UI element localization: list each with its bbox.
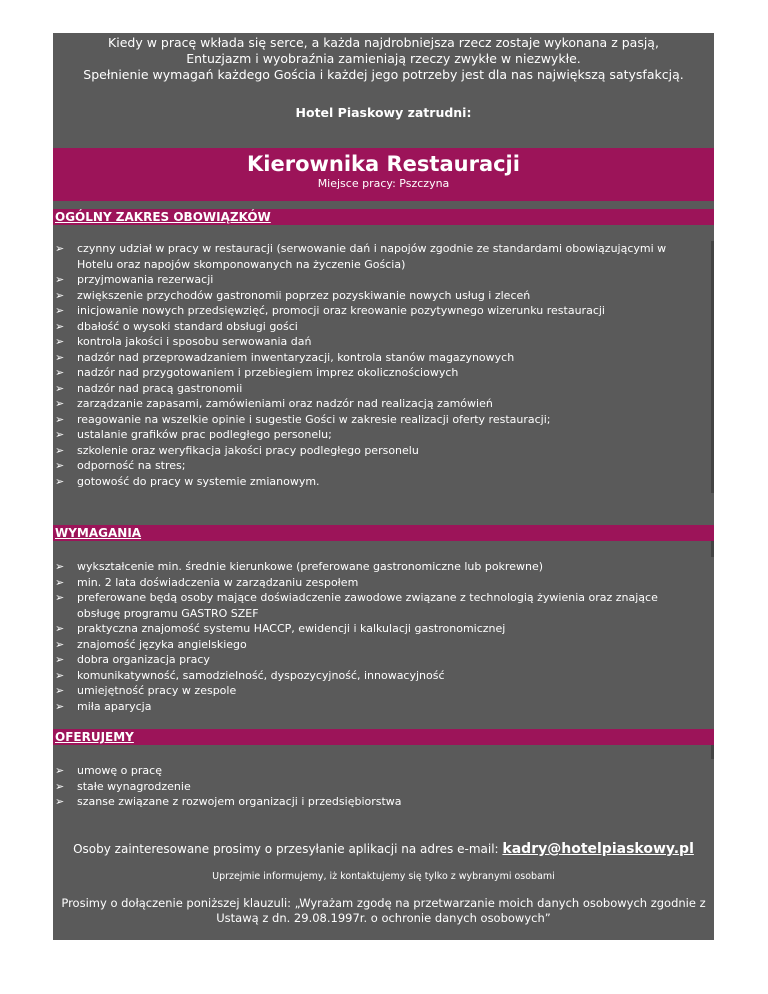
work-place: Miejsce pracy: Pszczyna <box>317 177 450 190</box>
clause-line-1: Prosimy o dołączenie poniższej klauzuli: „Wyrażam zgodę na przetwarzanie moich danych osobowych zgodnie z <box>61 896 706 910</box>
contact-line <box>53 841 714 857</box>
arrowhead-bullet-icon: ➢ <box>55 304 65 317</box>
offer-item-text: stałe wynagrodzenie <box>77 779 191 793</box>
arrowhead-bullet-icon: ➢ <box>55 560 65 573</box>
arrowhead-bullet-icon: ➢ <box>55 366 65 379</box>
arrowhead-bullet-icon: ➢ <box>55 653 65 666</box>
arrowhead-bullet-icon: ➢ <box>55 459 65 472</box>
duty-item-text: przyjmowania rezerwacji <box>77 273 214 286</box>
offer-item <box>53 779 693 795</box>
requirement-item-text: wykształcenie min. średnie kierunkowe (preferowane gastronomiczne lub pokrewne) <box>77 560 544 573</box>
requirement-item <box>53 652 693 668</box>
requirements-list <box>53 559 693 714</box>
requirement-item-text: preferowane będą osoby mające doświadczenie zawodowe związane z technologią żywienia oraz znające obsługę programu GASTRO SZEF <box>77 591 658 620</box>
arrowhead-bullet-icon: ➢ <box>55 779 65 793</box>
duty-item-text: reagowanie na wszelkie opinie i sugestie Gości w zakresie realizacji oferty restauracji; <box>77 412 551 426</box>
arrowhead-bullet-icon: ➢ <box>55 273 65 286</box>
arrowhead-bullet-icon: ➢ <box>55 575 65 589</box>
duty-item <box>53 412 693 428</box>
divider <box>711 745 714 759</box>
arrowhead-bullet-icon: ➢ <box>55 764 65 777</box>
divider <box>711 541 714 557</box>
arrowhead-bullet-icon: ➢ <box>55 622 65 635</box>
offer-item-text: szanse związane z rozwojem organizacji i przedsiębiorstwa <box>77 795 402 808</box>
arrowhead-bullet-icon: ➢ <box>55 397 65 410</box>
requirement-item-text: min. 2 lata doświadczenia w zarządzaniu zespołem <box>77 575 359 589</box>
position-banner <box>53 148 714 201</box>
offer-item <box>53 763 693 779</box>
requirement-item-text: dobra organizacja pracy <box>77 653 210 666</box>
arrowhead-bullet-icon: ➢ <box>55 288 65 302</box>
duty-item <box>53 474 693 490</box>
duty-item <box>53 288 693 304</box>
requirements-header-bar <box>53 525 714 541</box>
duty-item-text: nadzór nad przygotowaniem i przebiegiem imprez okolicznościowych <box>77 366 459 379</box>
arrowhead-bullet-icon: ➢ <box>55 335 65 348</box>
requirement-item <box>53 621 693 637</box>
duty-item-text: dbałość o wysoki standard obsługi gości <box>77 319 298 333</box>
arrowhead-bullet-icon: ➢ <box>55 381 65 395</box>
duty-item-text: inicjowanie nowych przedsięwzięć, promocji oraz kreowanie pozytywnego wizerunku restauracji <box>77 304 605 317</box>
requirement-item <box>53 683 693 699</box>
duty-item-text: gotowość do pracy w systemie zmianowym. <box>77 474 320 488</box>
offer-item <box>53 794 693 810</box>
arrowhead-bullet-icon: ➢ <box>55 428 65 441</box>
arrowhead-bullet-icon: ➢ <box>55 319 65 333</box>
duty-item-text: nadzór nad pracą gastronomii <box>77 381 243 395</box>
duty-item <box>53 334 693 350</box>
arrowhead-bullet-icon: ➢ <box>55 350 65 364</box>
intro-text <box>53 33 714 83</box>
requirement-item-text: praktyczna znajomość systemu HACCP, ewidencji i kalkulacji gastronomicznej <box>77 622 506 635</box>
arrowhead-bullet-icon: ➢ <box>55 684 65 697</box>
duty-item-text: zarządzanie zapasami, zamówieniami oraz nadzór nad realizacją zamówień <box>77 397 493 410</box>
requirement-item-text: znajomość języka angielskiego <box>77 637 247 651</box>
requirement-item-text: umiejętność pracy w zespole <box>77 684 237 697</box>
duty-item-text: kontrola jakości i sposobu serwowania dań <box>77 335 312 348</box>
duty-item <box>53 303 693 319</box>
duty-item <box>53 443 693 459</box>
hiring-line: Hotel Piaskowy zatrudni: <box>295 105 472 120</box>
arrowhead-bullet-icon: ➢ <box>55 699 65 713</box>
duty-item <box>53 365 693 381</box>
duty-item <box>53 241 693 272</box>
duty-item-text: ustalanie grafików prac podległego personelu; <box>77 428 332 441</box>
requirement-item <box>53 575 693 591</box>
intro-line-2: Entuzjazm i wyobraźnia zamieniają rzeczy zwykłe w niezwykłe. <box>186 51 581 66</box>
offer-item-text: umowę o pracę <box>77 764 162 777</box>
duties-header-bar <box>53 209 714 225</box>
duty-item-text: odporność na stres; <box>77 459 186 472</box>
arrowhead-bullet-icon: ➢ <box>55 668 65 682</box>
duty-item-text: zwiększenie przychodów gastronomii poprzez pozyskiwanie nowych usług i zleceń <box>77 288 531 302</box>
duty-item-text: szkolenie oraz weryfikacja jakości pracy podległego personelu <box>77 443 419 457</box>
requirement-item <box>53 668 693 684</box>
duty-item <box>53 319 693 335</box>
requirement-item <box>53 699 693 715</box>
duties-heading: OGÓLNY ZAKRES OBOWIĄZKÓW <box>55 210 271 224</box>
job-offer-panel <box>53 33 714 940</box>
duty-item <box>53 350 693 366</box>
duties-list <box>53 241 693 489</box>
privacy-clause <box>53 896 714 926</box>
contact-note: Uprzejmie informujemy, iż kontaktujemy się tylko z wybranymi osobami <box>212 871 555 882</box>
arrowhead-bullet-icon: ➢ <box>55 443 65 457</box>
duty-item <box>53 427 693 443</box>
arrowhead-bullet-icon: ➢ <box>55 795 65 808</box>
duty-item <box>53 381 693 397</box>
duty-item-text: nadzór nad przeprowadzaniem inwentaryzacji, kontrola stanów magazynowych <box>77 350 515 364</box>
email-link[interactable]: kadry@hotelpiaskowy.pl <box>502 841 694 857</box>
requirement-item-text: miła aparycja <box>77 699 152 713</box>
arrowhead-bullet-icon: ➢ <box>55 474 65 488</box>
requirements-heading: WYMAGANIA <box>55 526 142 540</box>
offer-heading: OFERUJEMY <box>55 730 134 744</box>
position-title: Kierownika Restauracji <box>247 152 520 176</box>
offer-header-bar <box>53 729 714 745</box>
duty-item <box>53 272 693 288</box>
intro-line-1: Kiedy w pracę wkłada się serce, a każda najdrobniejsza rzecz zostaje wykonana z pasją, <box>108 35 659 50</box>
arrowhead-bullet-icon: ➢ <box>55 412 65 426</box>
arrowhead-bullet-icon: ➢ <box>55 591 65 604</box>
arrowhead-bullet-icon: ➢ <box>55 637 65 651</box>
requirement-item-text: komunikatywność, samodzielność, dyspozycyjność, innowacyjność <box>77 668 445 682</box>
contact-text: Osoby zainteresowane prosimy o przesyłanie aplikacji na adres e-mail: <box>73 842 499 856</box>
intro-line-3: Spełnienie wymagań każdego Gościa i każdej jego potrzeby jest dla nas największą satysfakcją. <box>83 67 684 82</box>
divider <box>711 241 714 493</box>
duty-item <box>53 458 693 474</box>
requirement-item <box>53 559 693 575</box>
duty-item-text: czynny udział w pracy w restauracji (serwowanie dań i napojów zgodnie ze standardami obowiązującymi w Hotelu oraz napojów skomponowanych na życzenie Gościa) <box>77 242 667 271</box>
requirement-item <box>53 590 693 621</box>
requirement-item <box>53 637 693 653</box>
arrowhead-bullet-icon: ➢ <box>55 242 65 255</box>
duty-item <box>53 396 693 412</box>
offer-list <box>53 763 693 810</box>
clause-line-2: Ustawą z dn. 29.08.1997r. o ochronie danych osobowych” <box>216 911 551 925</box>
